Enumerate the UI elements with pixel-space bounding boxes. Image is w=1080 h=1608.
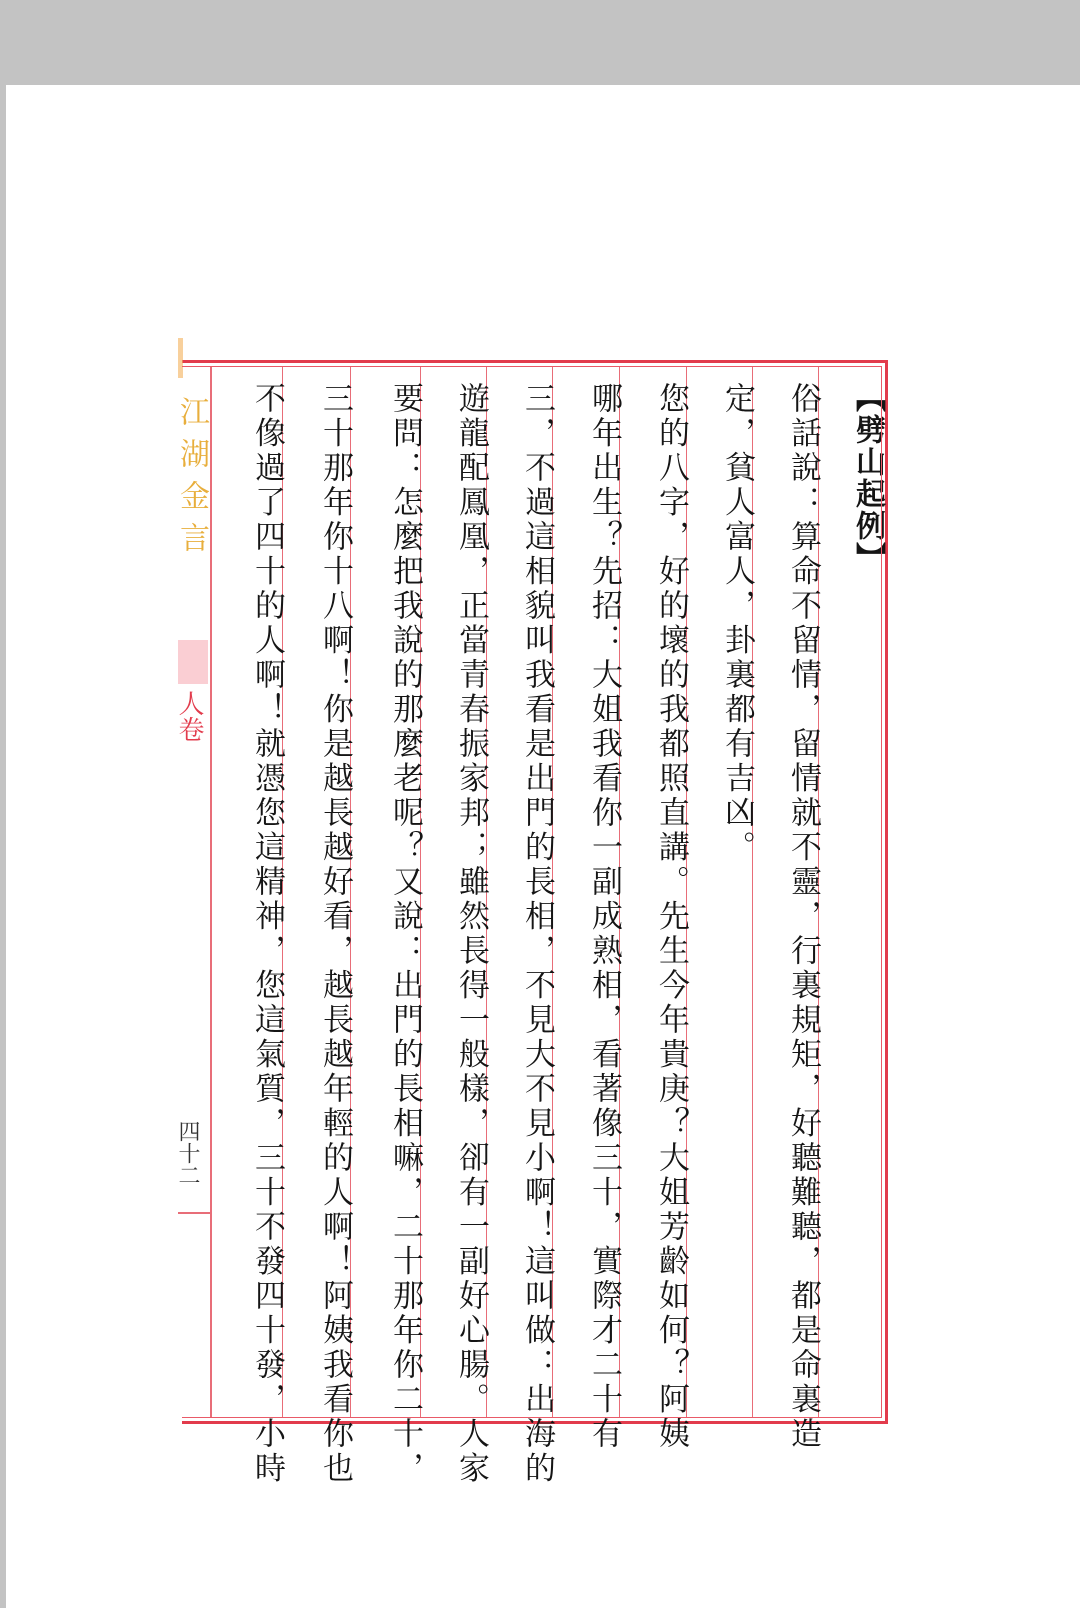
- text-line: 三十那年你十八啊！你是越長越好看，越長越年輕的人啊！阿姨我看你也: [317, 382, 353, 1486]
- margin-page-number: 四十二: [175, 1120, 200, 1186]
- text-line: 三，不過這相貌叫我看是出門的長相，不見大不見小啊！這叫做：出海的: [519, 382, 555, 1486]
- section-heading: 【劈山起例】: [850, 382, 885, 574]
- margin-book-title: 江湖金言: [174, 396, 209, 564]
- margin-volume: 人卷: [174, 690, 204, 742]
- page-border-inner: [182, 366, 885, 1418]
- text-line: 俗話說：算命不留情，留情就不靈，行裏規矩，好聽難聽，都是命裏造: [785, 382, 821, 1452]
- text-line: 定，貧人富人，卦裏都有吉凶。: [719, 382, 755, 865]
- text-line: 不像過了四十的人啊！就憑您這精神，您這氣質，三十不發四十發，小時: [249, 382, 285, 1486]
- text-line: 遊龍配鳳凰，正當青春振家邦；雖然長得一般樣，卻有一副好心腸。人家: [453, 382, 489, 1486]
- text-line: 要問：怎麼把我說的那麼老呢？又說：出門的長相嘛，二十那年你二十，: [387, 382, 423, 1486]
- text-line: 哪年出生？先招：大姐我看你一副成熟相，看著像三十，實際才二十有: [586, 382, 622, 1452]
- text-line: 您的八字，好的壞的我都照直講。先生今年貴庚？大姐芳齡如何？阿姨: [653, 382, 689, 1452]
